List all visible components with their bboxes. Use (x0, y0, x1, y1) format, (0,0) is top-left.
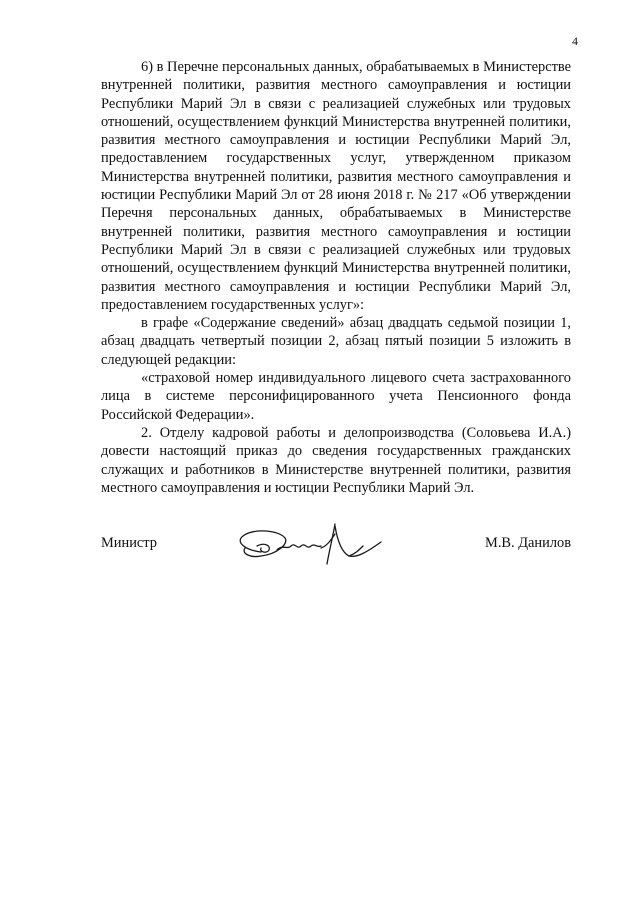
handwritten-signature-icon (231, 512, 391, 570)
paragraph-column-instruction: в графе «Содержание сведений» абзац двадцать седьмой позиции 1, абзац двадцать четвертый позиции 2, абзац пятый позиции 5 изложить в следующей редакции: (101, 315, 571, 368)
document-body (101, 58, 571, 497)
page-number: 4 (572, 34, 578, 48)
signature-strokes (240, 524, 381, 564)
signatory-title: Министр (101, 535, 157, 551)
signature-block (101, 512, 571, 572)
signatory-name: М.В. Данилов (485, 535, 571, 551)
paragraph-item-2-hr-department: 2. Отделу кадровой работы и делопроизводства (Соловьева И.А.) довести настоящий приказ до сведения государственных гражданских служащих и работников в Министерстве внутренней политики, развития местного самоуправления и юстиции Республики Марий Эл. (101, 424, 571, 496)
paragraph-new-wording: «страховой номер индивидуального лицевого счета застрахованного лица в системе персонифицированного учета Пенсионного фонда Российской Федерации». (101, 370, 571, 423)
paragraph-item-6-amendment: 6) в Перечне персональных данных, обрабатываемых в Министерстве внутренней политики, развития местного самоуправления и юстиции Республики Марий Эл в связи с реализацией служебных или трудовых отношений, осуществлением функций Министерства внутренней политики, развития местного самоуправления и юстиции Республики Марий Эл, предоставлением государственных услуг, утвержденном приказом Министерства внутренней политики, развития местного самоуправления и юстиции Республики Марий Эл от 28 июня 2018 г. № 217 «Об утверждении Перечня персональных данных, обрабатываемых в Министерстве внутренней политики, развития местного самоуправления и юстиции Республики Марий Эл в связи с реализацией служебных или трудовых отношений, осуществлением функций Министерства внутренней политики, развития местного самоуправления и юстиции Республики Марий Эл, предоставлением государственных услуг»: (101, 59, 571, 313)
